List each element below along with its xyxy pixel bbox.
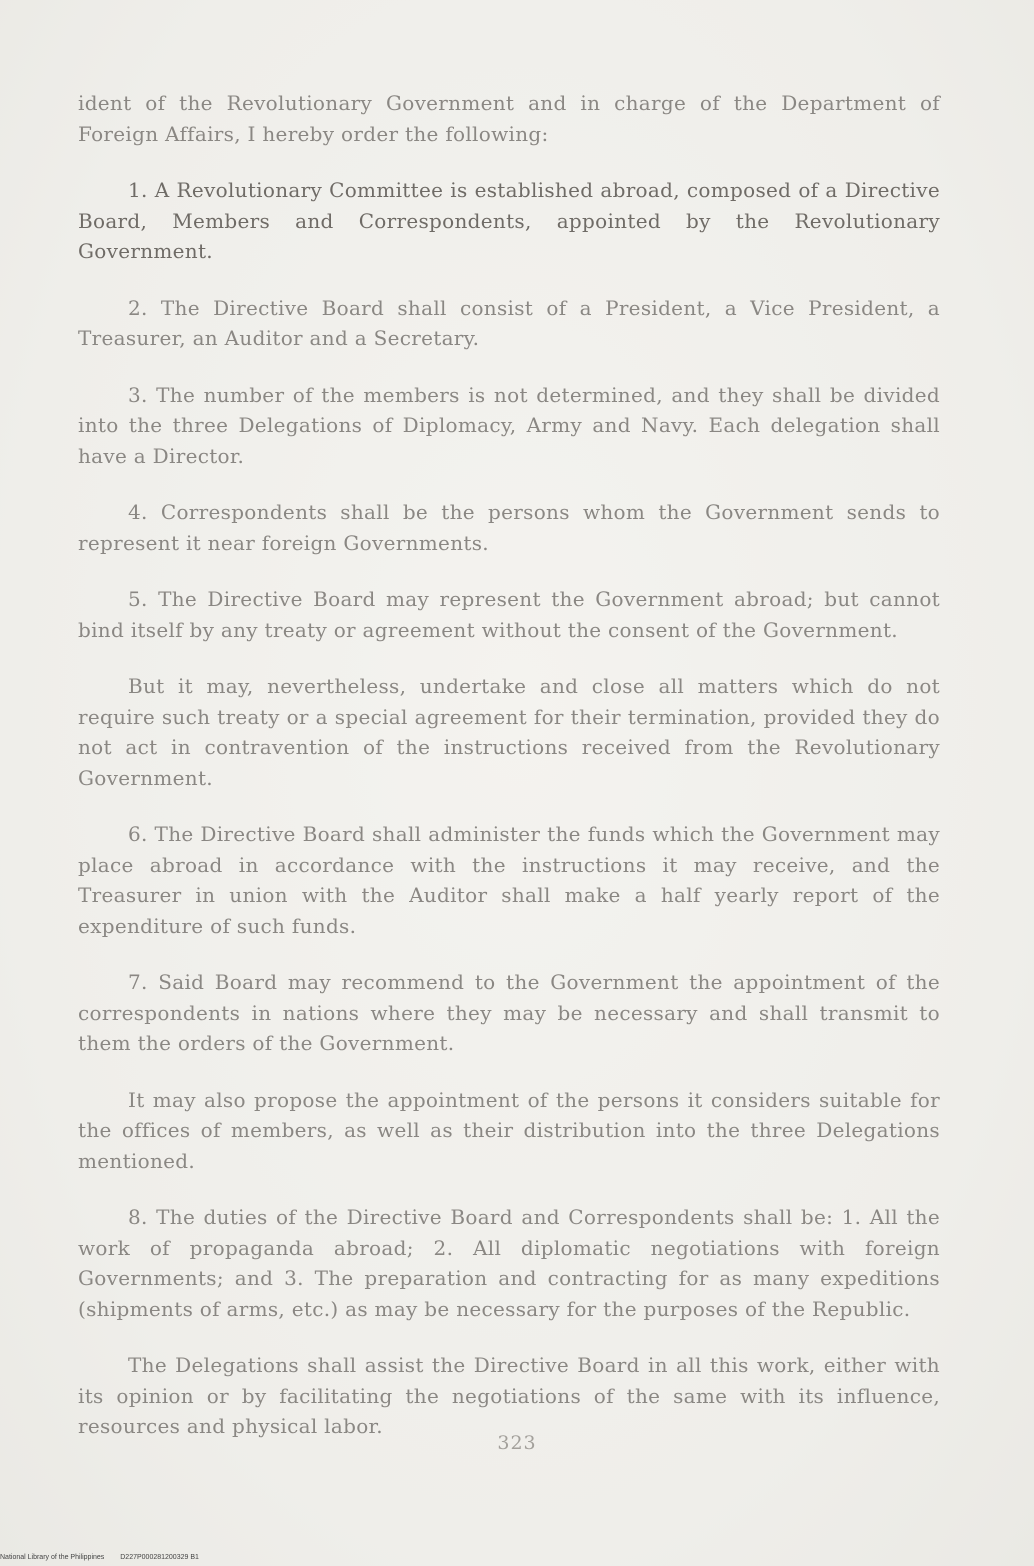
- paragraph-item-1: 1. A Revolutionary Committee is established abroad, composed of a Directive Board, Members and Correspondents, appointed by the Revolutionary Government.: [78, 178, 940, 263]
- paragraph-item-6: 6. The Directive Board shall administer the funds which the Government may place abroad in accordance with the instructions it may receive, and the Treasurer in union with the Auditor shall make a half yearly report of the expenditure of such funds.: [78, 822, 940, 938]
- page-number: 323: [497, 1432, 537, 1454]
- body-text: [78, 88, 940, 1468]
- paragraph-item-3: 3. The number of the members is not determined, and they shall be divided into the three Delegations of Diplomacy, Army and Navy. Each delegation shall have a Director.: [78, 382, 940, 468]
- paragraph-continuation: ident of the Revolutionary Government and in charge of the Department of Foreign Affairs, I hereby order the following:: [78, 91, 940, 146]
- paragraph-item-8: 8. The duties of the Directive Board and Correspondents shall be: 1. All the work of propaganda abroad; 2. All diplomatic negotiations with foreign Governments; and 3. The preparation and contracting for as many expeditions (shipments of arms, etc.) as may be necessary for the purposes of the Republic.: [78, 1205, 940, 1321]
- scan-footer: [0, 1554, 213, 1561]
- footer-institution: National Library of the Philippines: [0, 1554, 105, 1561]
- paragraph-item-5: 5. The Directive Board may represent the Government abroad; but cannot bind itself by any treaty or agreement without the consent of the Government.: [78, 587, 940, 642]
- paragraph-item-7: 7. Said Board may recommend to the Government the appointment of the correspondents in nations where they may be necessary and shall transmit to them the orders of the Government.: [78, 970, 940, 1055]
- paragraph-item-2: 2. The Directive Board shall consist of a President, a Vice President, a Treasurer, an Auditor and a Secretary.: [78, 295, 940, 350]
- paragraph-item-5-continued: But it may, nevertheless, undertake and close all matters which do not require such treaty or a special agreement for their termination, provided they do not act in contravention of the instructions received from the Revolutionary Government.: [78, 674, 940, 790]
- paragraph-item-8-continued: The Delegations shall assist the Directive Board in all this work, either with its opinion or by facilitating the negotiations of the same with its influence, resources and physical labor.: [78, 1353, 940, 1438]
- paragraph-item-7-continued: It may also propose the appointment of the persons it considers suitable for the offices of members, as well as their distribution into the three Delegations mentioned.: [78, 1087, 940, 1173]
- footer-record-id: D227P000281200329 B1: [120, 1554, 199, 1561]
- paragraph-item-4: 4. Correspondents shall be the persons whom the Government sends to represent it near foreign Governments.: [78, 500, 940, 555]
